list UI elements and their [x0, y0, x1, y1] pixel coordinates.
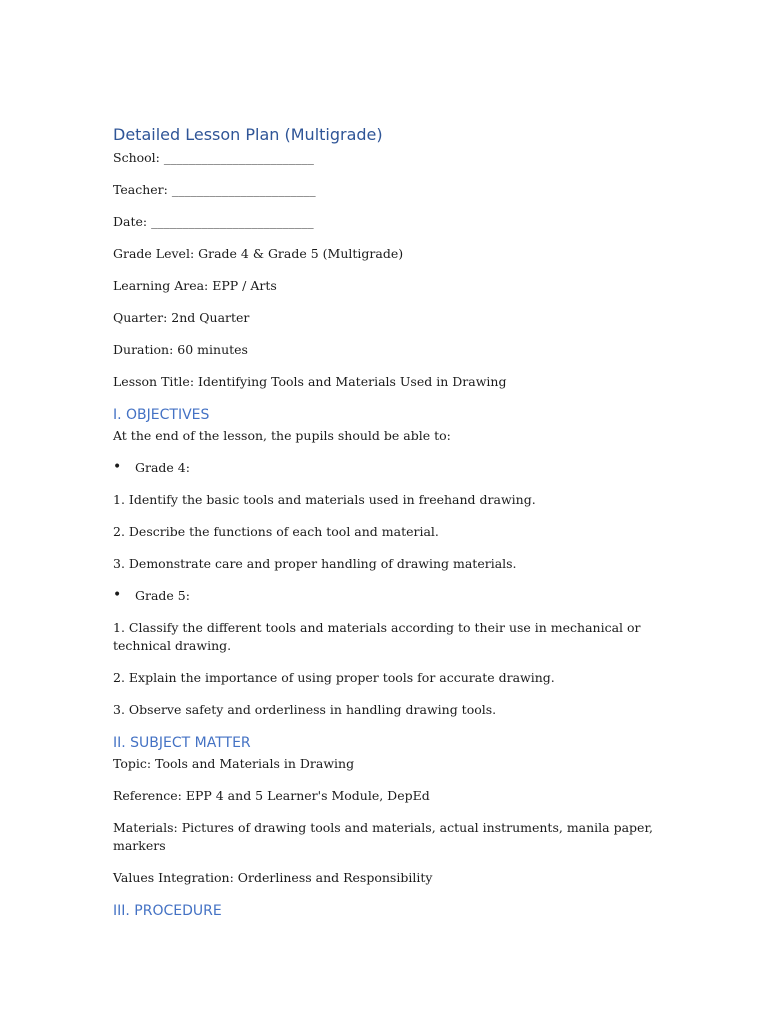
- procedure-heading: III. PROCEDURE: [113, 903, 222, 919]
- lesson-title-field: Lesson Title: Identifying Tools and Materials Used in Drawing: [113, 374, 507, 389]
- duration-field: Duration: 60 minutes: [113, 342, 248, 357]
- quarter-field: Quarter: 2nd Quarter: [113, 310, 250, 325]
- grade5-objective: 3. Observe safety and orderliness in handling drawing tools.: [113, 702, 497, 717]
- reference-line: Reference: EPP 4 and 5 Learner's Module, DepEd: [113, 788, 430, 803]
- grade4-objective: 3. Demonstrate care and proper handling of drawing materials.: [113, 556, 517, 571]
- subject-matter-heading: II. SUBJECT MATTER: [113, 735, 251, 751]
- school-field: School: ________________________: [113, 150, 314, 165]
- grade4-objective: 1. Identify the basic tools and materials used in freehand drawing.: [113, 492, 536, 507]
- materials-line: Materials: Pictures of drawing tools and materials, actual instruments, manila paper, markers: [113, 820, 654, 853]
- objectives-heading: I. OBJECTIVES: [113, 407, 210, 423]
- topic-line: Topic: Tools and Materials in Drawing: [113, 756, 355, 771]
- teacher-field: Teacher: _______________________: [113, 182, 316, 197]
- document-title: Detailed Lesson Plan (Multigrade): [113, 125, 383, 144]
- learning-area-field: Learning Area: EPP / Arts: [113, 278, 277, 293]
- values-integration-line: Values Integration: Orderliness and Responsibility: [113, 870, 433, 885]
- grade4-objective: 2. Describe the functions of each tool and material.: [113, 524, 439, 539]
- grade5-objective: 1. Classify the different tools and materials according to their use in mechanical or technical drawing.: [113, 620, 641, 653]
- grade-level-field: Grade Level: Grade 4 & Grade 5 (Multigrade): [113, 246, 404, 261]
- grade4-bullet: • Grade 4:: [113, 459, 658, 477]
- grade5-bullet: • Grade 5:: [113, 587, 658, 605]
- document-page: [113, 124, 658, 921]
- date-field: Date: __________________________: [113, 214, 314, 229]
- objectives-intro: At the end of the lesson, the pupils should be able to:: [113, 428, 451, 443]
- grade5-objective: 2. Explain the importance of using proper tools for accurate drawing.: [113, 670, 555, 685]
